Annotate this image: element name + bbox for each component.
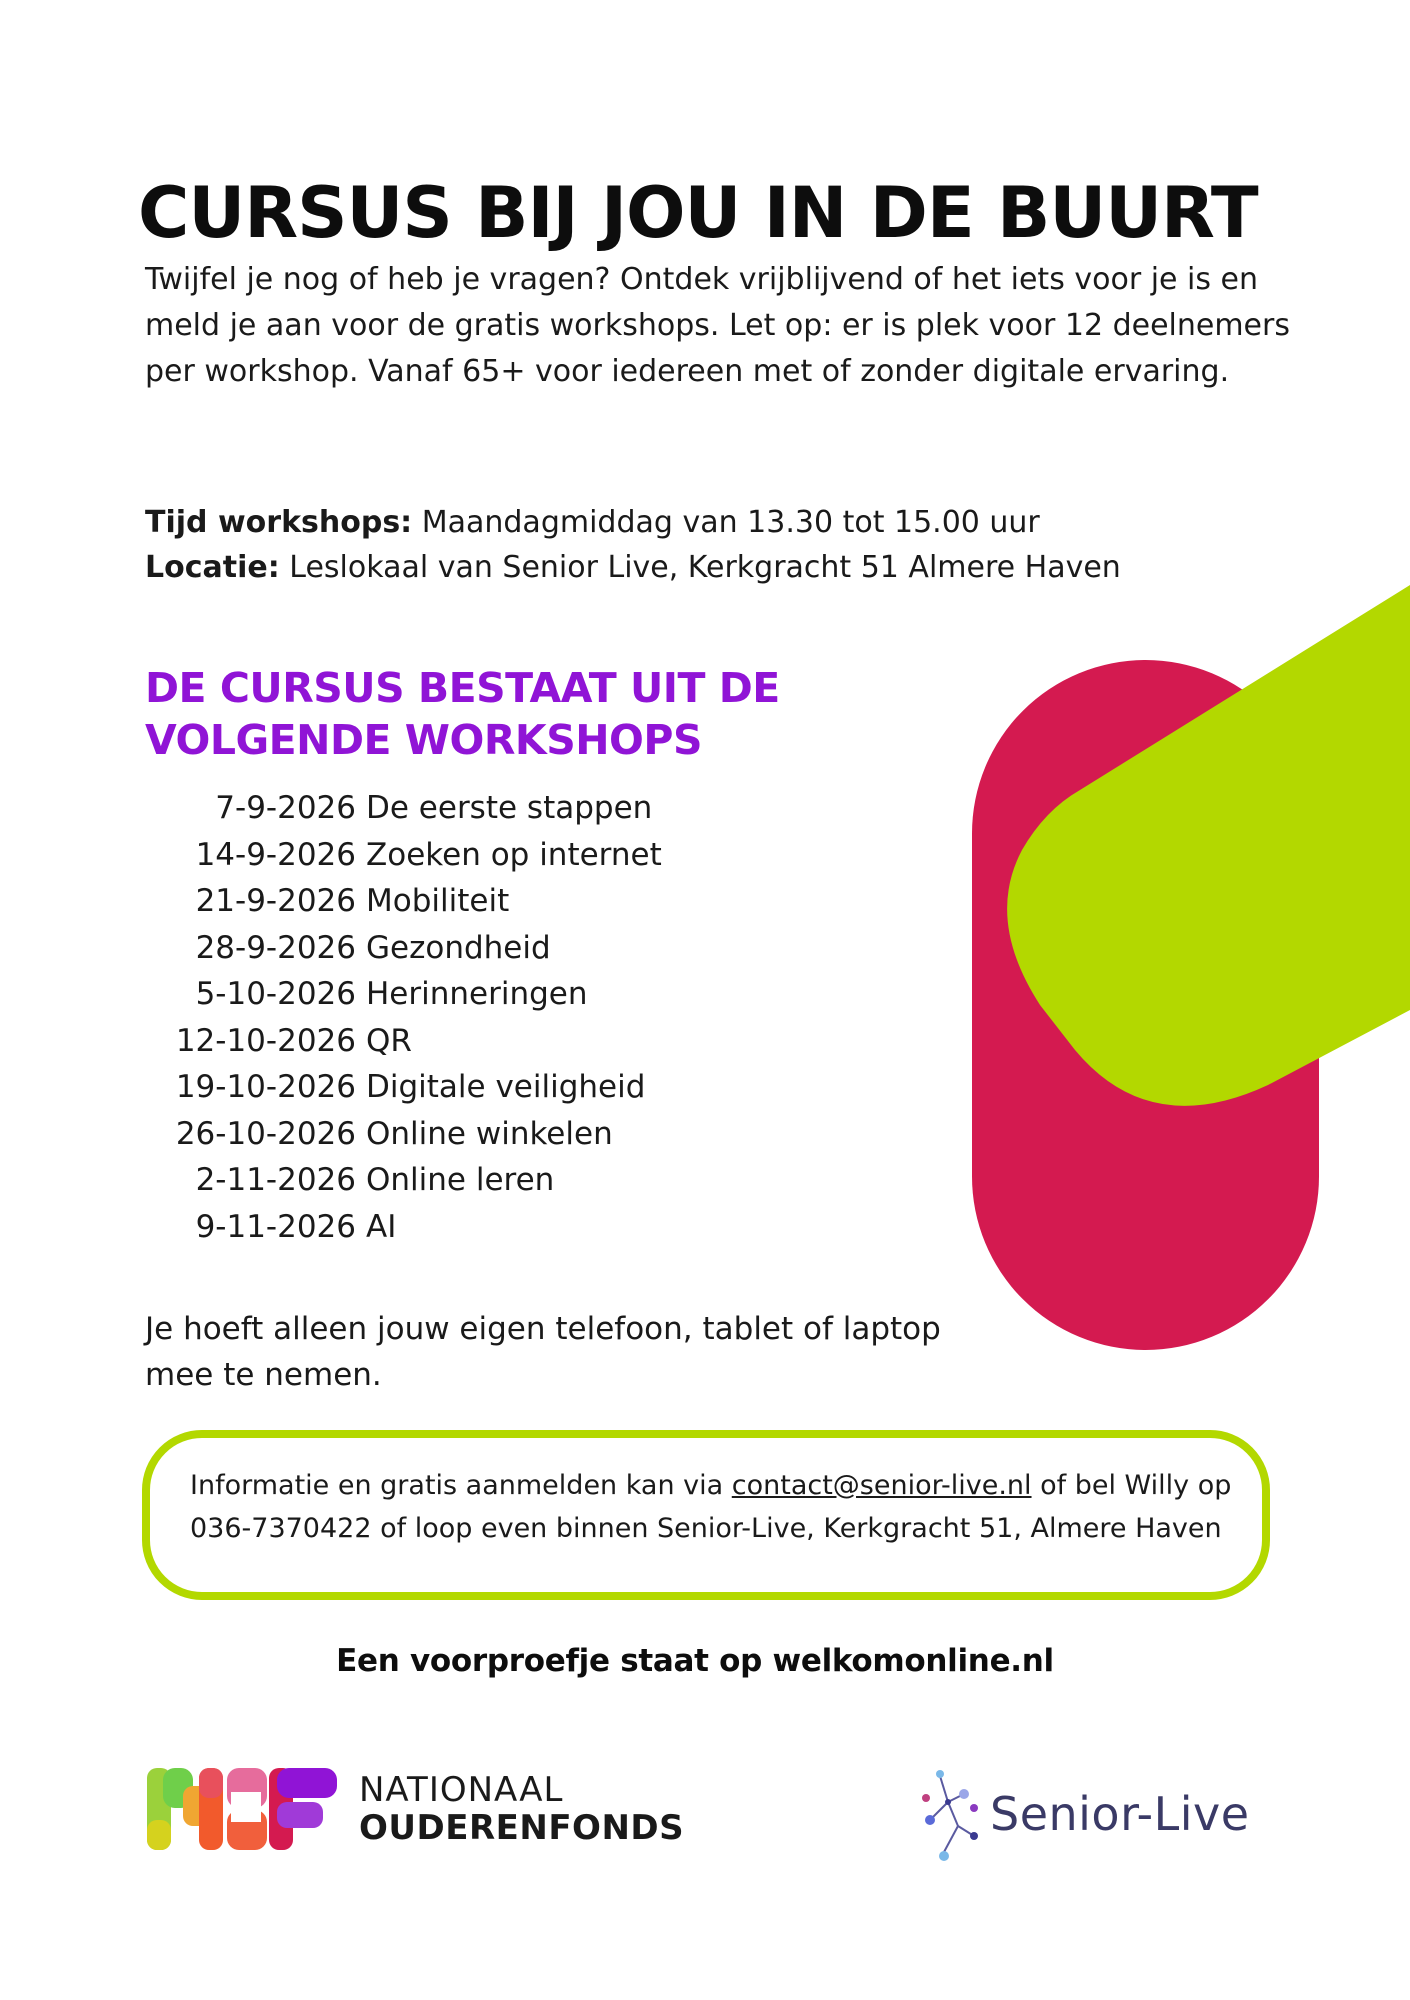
workshop-date: 14-9-2026 (195, 836, 356, 873)
workshop-item (100, 785, 662, 832)
contact-details: of bel Willy op 036-7370422 of loop even binnen Senior-Live, Kerkgracht 51, Almere Haven (190, 1470, 1232, 1544)
time-label: Tijd workshops: (145, 505, 413, 540)
workshop-date: 21-9-2026 (195, 883, 356, 920)
senior-live-network-icon (918, 1764, 982, 1864)
workshop-date: 26-10-2026 (175, 1115, 356, 1152)
contact-box (142, 1430, 1270, 1600)
contact-prefix: Informatie en gratis aanmelden kan via (190, 1470, 732, 1501)
location-label: Locatie: (145, 550, 280, 585)
workshop-name: Herinneringen (366, 976, 588, 1013)
workshop-location (145, 548, 1121, 588)
workshop-date: 12-10-2026 (175, 1022, 356, 1059)
workshop-date: 28-9-2026 (195, 929, 356, 966)
workshop-name: Online winkelen (366, 1115, 613, 1152)
workshop-name: Gezondheid (366, 929, 551, 966)
workshop-name: AI (366, 1208, 397, 1245)
workshop-item (100, 1064, 662, 1111)
nof-logo-line2: OUDERENFONDS (359, 1808, 685, 1848)
workshop-date: 5-10-2026 (195, 976, 356, 1013)
section-title-line1: DE CURSUS BESTAAT UIT DE (145, 664, 780, 712)
workshop-name: Online leren (366, 1162, 555, 1199)
contact-text (190, 1464, 1250, 1550)
workshop-item (100, 925, 662, 972)
workshop-name: Digitale veiligheid (366, 1069, 646, 1106)
location-value: Leslokaal van Senior Live, Kerkgracht 51 Almere Haven (279, 550, 1121, 585)
section-title (145, 662, 780, 766)
nationaal-ouderenfonds-logo (147, 1768, 684, 1850)
intro-text: Twijfel je nog of heb je vragen? Ontdek vrijblijvend of het iets voor je is en meld je aan voor de gratis workshops. Let op: er is plek voor 12 deelnemers per workshop. Vanaf 65+ voor iedereen met of zonder digitale ervaring. (145, 262, 1290, 389)
workshop-item (100, 971, 662, 1018)
workshop-item (100, 1157, 662, 1204)
workshop-date: 9-11-2026 (195, 1208, 356, 1245)
workshop-item (100, 1111, 662, 1158)
nof-logo-line1: NATIONAAL (359, 1770, 564, 1810)
contact-email-link[interactable]: contact@senior-live.nl (731, 1470, 1032, 1501)
senior-live-logo (918, 1764, 1250, 1864)
time-value: Maandagmiddag van 13.30 tot 15.00 uur (412, 505, 1040, 540)
page-title: CURSUS BIJ JOU IN DE BUURT (138, 172, 1258, 254)
nof-logo-text (359, 1771, 684, 1847)
senior-live-logo-text: Senior-Live (990, 1787, 1250, 1841)
bring-device-note: Je hoeft alleen jouw eigen telefoon, tablet of laptop mee te nemen. (145, 1311, 941, 1393)
workshop-name: QR (366, 1022, 412, 1059)
green-band-shape (1007, 585, 1410, 1106)
preview-note: Een voorproefje staat op welkomonline.nl (336, 1643, 1054, 1679)
pink-pill-shape (972, 660, 1319, 1350)
workshop-name: Mobiliteit (366, 883, 510, 920)
workshop-item (100, 1018, 662, 1065)
workshop-name: Zoeken op internet (366, 836, 662, 873)
workshop-date: 2-11-2026 (195, 1162, 356, 1199)
workshop-list (100, 785, 662, 1250)
workshop-name: De eerste stappen (366, 790, 653, 827)
workshop-item (100, 878, 662, 925)
workshop-date: 7-9-2026 (215, 790, 356, 827)
workshop-date: 19-10-2026 (175, 1069, 356, 1106)
nof-logo-icon (147, 1768, 337, 1850)
section-title-line2: VOLGENDE WORKSHOPS (145, 716, 702, 764)
workshop-item (100, 832, 662, 879)
workshop-time (145, 503, 1040, 543)
workshop-item (100, 1204, 662, 1251)
